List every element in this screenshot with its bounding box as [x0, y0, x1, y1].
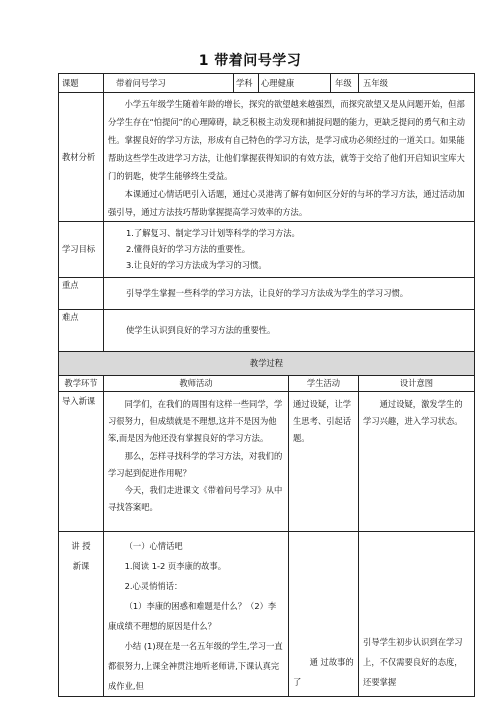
intro-teacher-paragraph: 那么，怎样寻找科学的学习方法，对我们的学习起到促进作用呢？	[108, 450, 283, 478]
lesson-stage-line: 讲 授	[71, 541, 91, 551]
analysis-content	[104, 93, 475, 222]
lesson-intent-cell	[359, 532, 475, 697]
lesson-plan-table	[58, 73, 475, 697]
goal-item: 3.让良好的学习方法成为学习的习惯。	[126, 260, 267, 270]
goal-item: 2.懂得良好的学习方法的重要性。	[126, 244, 251, 254]
analysis-paragraph-2: 本课通过心情话吧引入话题，通过心灵港湾了解有如何区分好的与坏的学习方法，通过活动加强引导，通过方法技巧帮助掌握提高学习效率的方法。	[108, 189, 465, 217]
discipline-label: 学科	[234, 74, 259, 93]
goals-row	[59, 222, 475, 278]
lesson-row	[59, 532, 475, 697]
key-point-text: 引导学生掌握一些科学的学习方法，让良好的学习方法成为学生的学习习惯。	[104, 278, 475, 310]
process-header-row	[59, 376, 475, 392]
lesson-stage-line: 新课	[72, 561, 90, 571]
grade-value: 五年级	[359, 74, 475, 93]
lesson-stage	[59, 532, 104, 697]
col-stage-header: 教学环节	[59, 376, 104, 392]
intro-student-text: 通过设疑，让学生思考、引起话题。	[293, 399, 352, 444]
lesson-teacher-line: 2.心灵悄悄话：	[124, 581, 183, 591]
lesson-teacher-line: 小结 (1)现在是一名五年级的学生,学习一直都很努力,上课全神贯注地听老师讲,下课认真完成作业,但	[108, 641, 283, 691]
intro-intent-text: 通过设疑，激发学生的学习兴趣，进入学习状态。	[363, 399, 463, 427]
lesson-teacher-line: （一）心情话吧	[124, 541, 183, 551]
lesson-student-cell	[289, 532, 359, 697]
intro-stage: 导入新课	[59, 392, 104, 532]
subject-value: 带着问号学习	[104, 74, 234, 93]
col-intent-header: 设计意图	[359, 376, 475, 392]
process-band: 教学过程	[59, 352, 475, 376]
intro-row	[59, 392, 475, 532]
difficulty-label: 难点	[59, 310, 104, 352]
lesson-teacher-cell	[104, 532, 289, 697]
intro-teacher-paragraph: 今天，我们走进课文《带着问号学习》从中寻找答案吧。	[108, 485, 283, 513]
goals-label: 学习目标	[59, 222, 104, 278]
subject-label: 课题	[59, 74, 104, 93]
key-point-row	[59, 278, 475, 310]
col-teacher-header: 教师活动	[104, 376, 289, 392]
lesson-student-text: 通 过故事的了	[293, 657, 354, 687]
page-title: 1 带着问号学习	[198, 53, 302, 69]
grade-label: 年级	[331, 74, 359, 93]
analysis-paragraph-1: 小学五年级学生随着年龄的增长，探究的欲望越来越强烈，而探究欲望又是从问题开始，但部分学生存在“怕提问”的心理障碍，缺乏积极主动发现和捕捉问题的能力，更缺乏提问的勇气和主动性。掌握良好的学习方法，形成有自己特色的学习方法，是学习成功必须经过的一道关口。如果能帮助这些学生改进学习方法，让他们掌握获得知识的有效方法，就等于交给了他们开启知识宝库大门的钥匙，使学生能够终生受益。	[108, 99, 466, 181]
difficulty-row	[59, 310, 475, 352]
key-point-label: 重点	[59, 278, 104, 310]
difficulty-text: 使学生认识到良好的学习方法的重要性。	[104, 310, 475, 352]
goals-content	[104, 222, 475, 278]
process-band-row	[59, 352, 475, 376]
intro-intent-cell	[359, 392, 475, 532]
lesson-intent-text: 引导学生初步认识到在学习上，不仅需要良好的态度，还要掌握	[363, 637, 463, 687]
header-row	[59, 74, 475, 93]
col-student-header: 学生活动	[289, 376, 359, 392]
lesson-teacher-line: （1）李康的困惑和难题是什么？（2）李康成绩不理想的原因是什么？	[108, 601, 277, 631]
goal-item: 1.了解复习、制定学习计划等科学的学习方法。	[126, 228, 300, 238]
analysis-row	[59, 93, 475, 222]
lesson-teacher-line: 1.阅读 1-2 页李康的故事。	[124, 561, 227, 571]
analysis-label: 教材分析	[59, 93, 104, 222]
discipline-value: 心理健康	[259, 74, 331, 93]
intro-teacher-cell	[104, 392, 289, 532]
intro-student-cell	[289, 392, 359, 532]
intro-teacher-paragraph: 同学们，在我们的周围有这样一些同学，学习很努力，但成绩就是不理想,这并不是因为他笨,而是因为他还没有掌握良好的学习方法。	[108, 399, 283, 444]
